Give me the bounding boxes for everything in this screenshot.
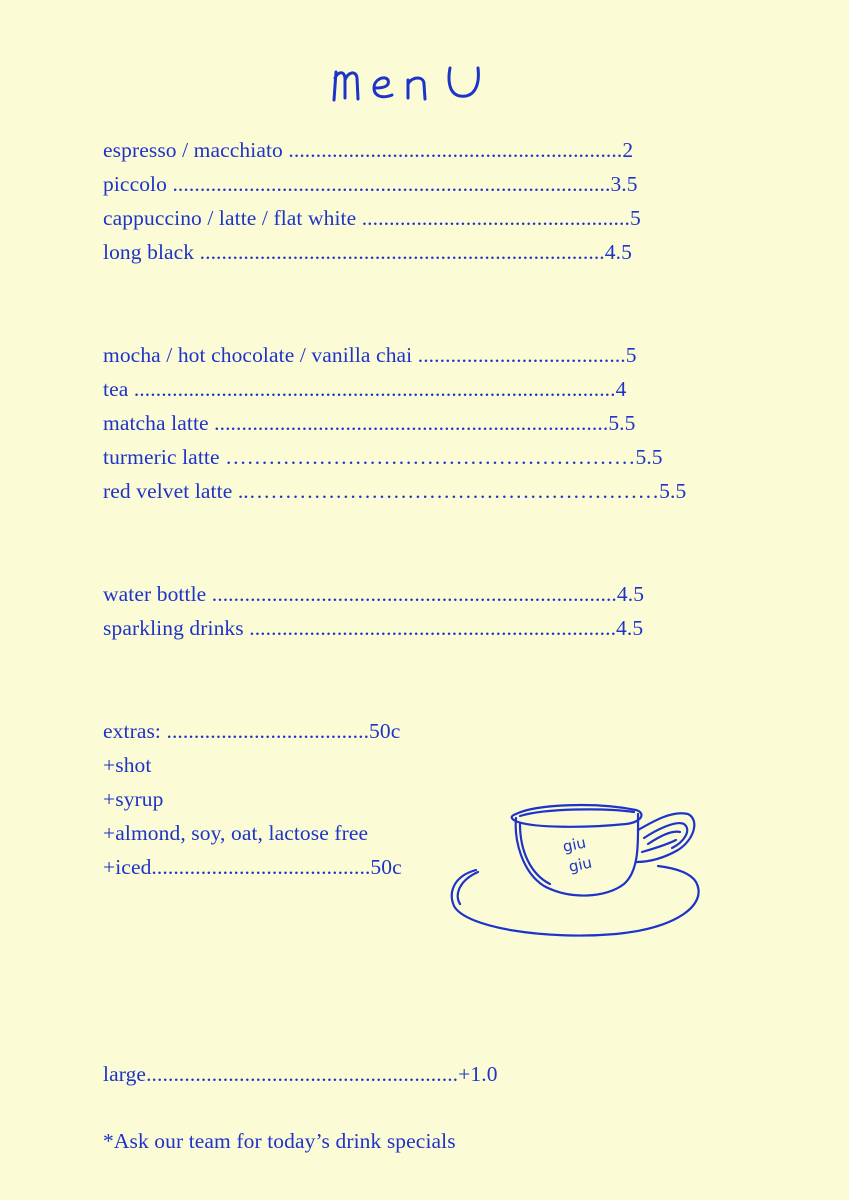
- menu-item-piccolo: piccolo ................................................................................3.5: [103, 172, 638, 196]
- extra-milk-options: +almond, soy, oat, lactose free: [103, 821, 369, 845]
- menu-item-red-velvet-latte: red velvet latte ..…………………………………………………5.5: [103, 479, 687, 503]
- menu-title: [328, 58, 518, 110]
- extra-shot: +shot: [103, 753, 152, 777]
- menu-item-tea: tea ........................................................................................4: [103, 377, 627, 401]
- menu-item-cappuccino: cappuccino / latte / flat white .................................................5: [103, 206, 641, 230]
- menu-item-sparkling-drinks: sparkling drinks ...................................................................4.5: [103, 616, 644, 640]
- cup-label-bottom: giu: [567, 853, 594, 876]
- menu-item-espresso: espresso / macchiato .............................................................2: [103, 138, 634, 162]
- coffee-cup-icon: [446, 800, 708, 942]
- menu-item-mocha: mocha / hot chocolate / vanilla chai ......................................5: [103, 343, 637, 367]
- menu-item-large: large.........................................................+1.0: [103, 1062, 498, 1086]
- extra-iced: +iced........................................50c: [103, 855, 402, 879]
- menu-item-long-black: long black ..........................................................................4.5: [103, 240, 632, 264]
- extra-syrup: +syrup: [103, 787, 164, 811]
- menu-item-water-bottle: water bottle ..........................................................................4.5: [103, 582, 645, 606]
- menu-item-turmeric-latte: turmeric latte …………………………………………………5.5: [103, 445, 663, 469]
- menu-item-matcha-latte: matcha latte ........................................................................5.5: [103, 411, 636, 435]
- specials-note: *Ask our team for today’s drink specials: [103, 1129, 456, 1153]
- cup-label-top: giu: [561, 833, 588, 856]
- extras-heading: extras: .....................................50c: [103, 719, 401, 743]
